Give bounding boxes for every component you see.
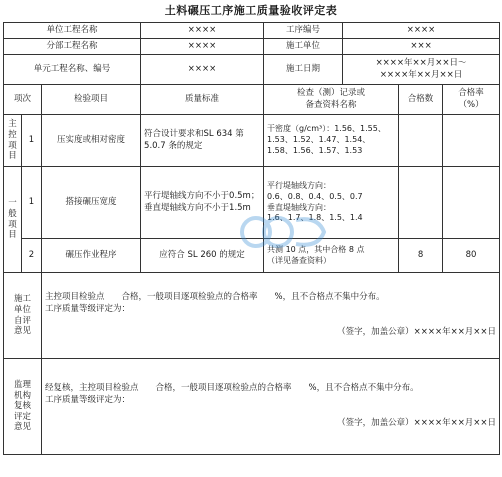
- self-eval-row: [4, 273, 500, 359]
- construction-unit-value: ×××: [343, 39, 500, 55]
- general-2-record: 共测 10 点，其中合格 8 点 （详见备查资料）: [264, 239, 399, 273]
- element-project-value: ××××: [141, 55, 264, 85]
- main-control-standard: 符合设计要求和SL 634 第 5.0.7 条的规定: [141, 115, 264, 167]
- element-project-label: 单元工程名称、编号: [4, 55, 141, 85]
- main-control-item: 压实度或相对密度: [42, 115, 141, 167]
- form-title: 土料碾压工序施工质量验收评定表: [164, 4, 338, 17]
- self-eval-line2: 工序质量等级评定为：: [45, 303, 131, 314]
- construction-date-label: 施工日期: [264, 55, 343, 85]
- general-1-no: 1: [22, 167, 42, 239]
- general-1-standard: 平行堤轴线方向不小于0.5m；垂直堤轴线方向不小于1.5m: [141, 167, 264, 239]
- construction-date-end: ××××年××月××日: [379, 69, 463, 80]
- unit-project-label: 单位工程名称: [4, 23, 141, 39]
- construction-date-value: [343, 55, 500, 85]
- process-no-label: 工序编号: [264, 23, 343, 39]
- general-2-no: 2: [22, 239, 42, 273]
- supervision-row: [4, 359, 500, 455]
- self-eval-signature: （签字，加盖公章）××××年××月××日: [337, 327, 497, 338]
- col-pass-rate: [443, 85, 500, 115]
- general-2-pass-rate: 80: [443, 239, 500, 273]
- supervision-signature: （签字，加盖公章）××××年××月××日: [337, 418, 497, 429]
- supervision-label: 监理 机构 复核 评定 意见: [4, 359, 42, 455]
- self-eval-label: 施工 单位 自评 意见: [4, 273, 42, 359]
- col-item-no: 项次: [4, 85, 42, 115]
- col-check-item: 检验项目: [42, 85, 141, 115]
- unit-project-value: ××××: [141, 23, 264, 39]
- supervision-content: [42, 359, 500, 455]
- main-control-group-label: 主 控 项 目: [4, 115, 22, 167]
- self-eval-line1: 主控项目检验点 合格，一般项目逐项检验点的合格率 %，且不合格点不集中分布。: [45, 292, 385, 303]
- general-1-item: 搭接碾压宽度: [42, 167, 141, 239]
- general-1-pass-count: [399, 167, 443, 239]
- general-1-pass-rate: [443, 167, 500, 239]
- col-record-line1: 检查（测）记录或: [297, 88, 366, 99]
- supervision-line1: 经复核，主控项目检验点 合格，一般项目逐项检验点的合格率 %，且不合格点不集中分布。: [45, 383, 419, 394]
- col-record: [264, 85, 399, 115]
- column-header-row: [4, 85, 500, 115]
- process-no-value: ××××: [343, 23, 500, 39]
- supervision-line2: 工序质量等级评定为：: [45, 394, 131, 405]
- general-2-item: 碾压作业程序: [42, 239, 141, 273]
- general-2-standard: 应符合 SL 260 的规定: [141, 239, 264, 273]
- self-eval-content: [42, 273, 500, 359]
- construction-date-start: ××××年××月××日～: [375, 58, 467, 69]
- col-pass-rate-line2: （%）: [458, 99, 484, 110]
- main-control-record: 干密度（g/cm³）：1.56、1.55、1.53、1.52、1.47、1.54、1.58、1.56、1.57、1.53: [264, 115, 399, 167]
- col-quality-standard: 质量标准: [141, 85, 264, 115]
- col-pass-rate-line1: 合格率: [458, 88, 484, 99]
- main-control-pass-rate: [443, 115, 500, 167]
- col-record-line2: 备查资料名称: [305, 99, 357, 110]
- sub-project-value: ××××: [141, 39, 264, 55]
- main-control-pass-count: [399, 115, 443, 167]
- col-pass-count: 合格数: [399, 85, 443, 115]
- header-row-element: [4, 55, 500, 85]
- main-control-row: [4, 115, 500, 167]
- sub-project-label: 分部工程名称: [4, 39, 141, 55]
- header-row-sub: [4, 39, 500, 55]
- header-row-unit: [4, 23, 500, 39]
- main-control-no: 1: [22, 115, 42, 167]
- watermark-logo-icon: [238, 210, 330, 254]
- general-2-pass-count: 8: [399, 239, 443, 273]
- general-1-record: 平行堤轴线方向： 0.6、0.8、0.4、0.5、0.7 垂直堤轴线方向： 1.6、1.7、1.8、1.5、1.4: [264, 167, 399, 239]
- construction-unit-label: 施工单位: [264, 39, 343, 55]
- general-group-label: 一 般 项 目: [4, 167, 22, 273]
